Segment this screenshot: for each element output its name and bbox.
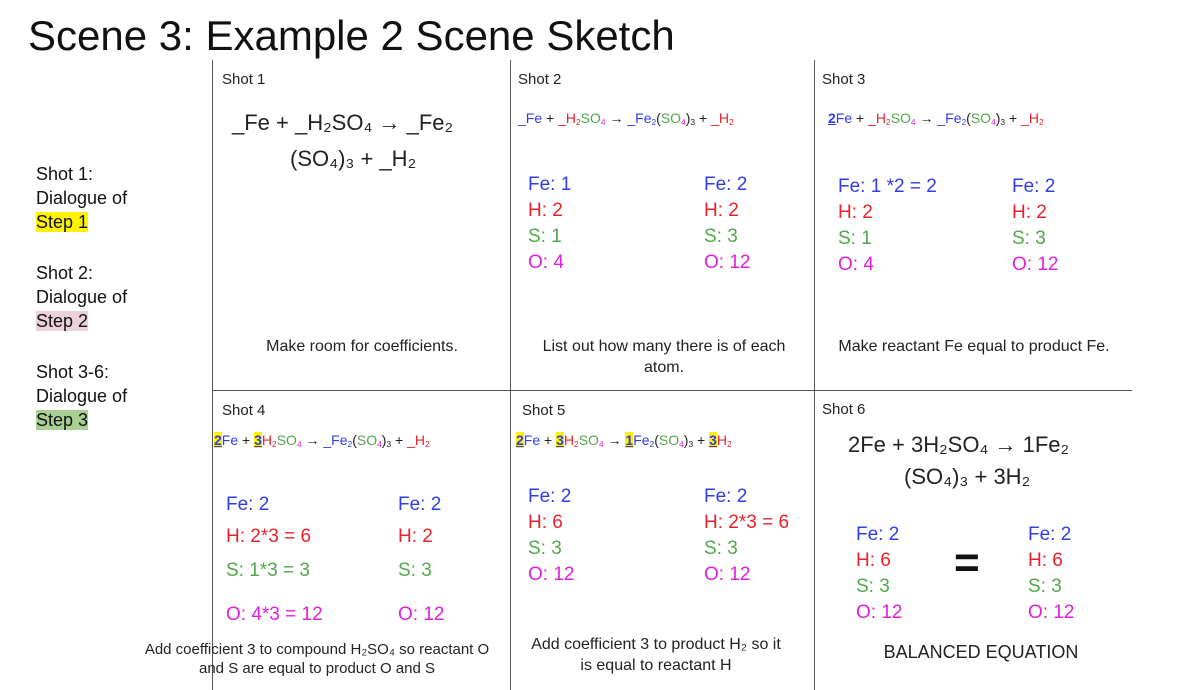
- shot6-h-left: H: 6: [856, 550, 891, 571]
- sidebar-shot3-dialogue: Dialogue of: [36, 386, 128, 406]
- shot6-fe-left: Fe: 2: [856, 524, 900, 545]
- shot2-fe-left: Fe: 1: [528, 174, 572, 195]
- shot5-fe-right: Fe: 2: [704, 486, 748, 507]
- sidebar-shot3: [36, 360, 127, 432]
- shot4-s-right: S: 3: [398, 560, 432, 581]
- shot5-fe-left: Fe: 2: [528, 486, 572, 507]
- shot6-counts-left: [856, 522, 902, 626]
- shot4-caption: Add coefficient 3 to compound H₂SO₄ so reactant O and S are equal to product O and S: [144, 641, 490, 677]
- sidebar-shot1: [36, 162, 127, 234]
- sidebar-shot2-label: Shot 2:: [36, 263, 94, 283]
- shot3-o-left: O: 4: [838, 254, 874, 275]
- shot5-o-left: O: 12: [528, 564, 575, 585]
- shot4-label: Shot 4: [222, 402, 266, 419]
- shot6-equation-line2: (SO₄)₃ + 3H₂: [904, 464, 1031, 489]
- shot2-equation: _Fe + $\_H_2SO_4$ → $\_Fe_2(SO_4)_3$ + $\_H_2$: [518, 110, 734, 127]
- shot5-label: Shot 5: [522, 402, 566, 419]
- shot2-s-left: S: 1: [528, 226, 562, 247]
- shot2-caption: List out how many there is of each atom.: [542, 338, 786, 376]
- sidebar-shot2-step: Step 2: [36, 311, 89, 331]
- shot6-counts-right: [1028, 522, 1074, 626]
- shot3-caption: Make reactant Fe equal to product Fe.: [838, 338, 1110, 355]
- shot2-h-left: H: 2: [528, 200, 563, 221]
- sidebar-shot3-step: Step 3: [36, 410, 89, 430]
- shot5-o-right: O: 12: [704, 564, 751, 585]
- shot6-s-right: S: 3: [1028, 576, 1062, 597]
- shot1-label: Shot 1: [222, 71, 266, 88]
- shot1-equation-line2: (SO₄)₃ + _H₂: [290, 146, 417, 171]
- shot4-o-left: O: 4*3 = 12: [226, 604, 323, 625]
- shot5-s-right: S: 3: [704, 538, 738, 559]
- shot6-equals-sign: =: [954, 538, 980, 587]
- shot6-label: Shot 6: [822, 401, 866, 418]
- sidebar-shot1-label: Shot 1:: [36, 164, 94, 184]
- shot2-label: Shot 2: [518, 71, 562, 88]
- sidebar-shot3-label: Shot 3-6:: [36, 362, 110, 382]
- shot6-equation-line1: 2Fe + 3H₂SO₄ → 1Fe₂: [848, 432, 1070, 457]
- shot5-caption: Add coefficient 3 to product H₂ so it is equal to reactant H: [531, 636, 781, 674]
- shot2-o-left: O: 4: [528, 252, 564, 273]
- shot1-equation-line1: _Fe + _H₂SO₄ → _Fe₂: [232, 110, 454, 135]
- grid-line-left: [212, 60, 213, 690]
- shot2-o-right: O: 12: [704, 252, 751, 273]
- shot1-caption: Make room for coefficients.: [266, 338, 458, 355]
- sidebar-shot2: [36, 261, 127, 333]
- shot3-counts-left: [838, 174, 937, 278]
- shot3-fe-right: Fe: 2: [1012, 176, 1056, 197]
- shot5-h-left: H: 6: [528, 512, 563, 533]
- shot6-fe-right: Fe: 2: [1028, 524, 1072, 545]
- shot3-h-right: H: 2: [1012, 202, 1047, 223]
- grid-line-mid1: [510, 60, 511, 690]
- shot3-fe-left: Fe: 1 *2 = 2: [838, 176, 937, 197]
- shot4-h-right: H: 2: [398, 526, 433, 547]
- shot6-s-left: S: 3: [856, 576, 890, 597]
- shot6-h-right: H: 6: [1028, 550, 1063, 571]
- shot4-s-left: S: 1*3 = 3: [226, 560, 310, 581]
- shot4-h-left: H: 2*3 = 6: [226, 526, 312, 547]
- shot2-s-right: S: 3: [704, 226, 738, 247]
- shot3-equation: $2Fe + \_H_2SO_4$ → $\_Fe_2(SO_4)_3$ + $\_H_2$: [828, 110, 1044, 127]
- shot6-caption: BALANCED EQUATION: [883, 642, 1079, 662]
- grid-line-row: [212, 390, 1132, 391]
- shot4-fe-left: Fe: 2: [226, 494, 270, 515]
- shot4-counts-right: [398, 494, 444, 626]
- shot3-h-left: H: 2: [838, 202, 873, 223]
- shot2-counts-right: [704, 172, 750, 276]
- shot2-counts-left: [528, 172, 571, 276]
- grid-line-mid2: [814, 60, 815, 690]
- shot3-counts-right: [1012, 174, 1058, 278]
- shot2-h-right: H: 2: [704, 200, 739, 221]
- page-title: Scene 3: Example 2 Scene Sketch: [28, 12, 675, 59]
- shot5-s-left: S: 3: [528, 538, 562, 559]
- shot5-counts-left: [528, 484, 574, 588]
- shot6-o-right: O: 12: [1028, 602, 1075, 623]
- shot3-o-right: O: 12: [1012, 254, 1059, 275]
- shot4-counts-left: [226, 494, 323, 626]
- shot2-fe-right: Fe: 2: [704, 174, 748, 195]
- sidebar-shot2-dialogue: Dialogue of: [36, 287, 128, 307]
- shot6-o-left: O: 12: [856, 602, 903, 623]
- shot5-equation: $2Fe + 3H_2SO_4 \to 1Fe_2(SO_4)_3 + 3H_2$: [516, 432, 732, 449]
- shot3-s-left: S: 1: [838, 228, 872, 249]
- shot5-h-right: H: 2*3 = 6: [704, 512, 790, 533]
- shot4-fe-right: Fe: 2: [398, 494, 442, 515]
- shot4-equation: $2Fe + 3H_2SO_4$ → $\_Fe_2(SO_4)_3$ + $\_H_2$: [214, 432, 430, 449]
- shot5-counts-right: [704, 484, 789, 588]
- shot3-s-right: S: 3: [1012, 228, 1046, 249]
- shot3-label: Shot 3: [822, 71, 866, 88]
- sidebar-shot1-dialogue: Dialogue of: [36, 188, 128, 208]
- sidebar-shot1-step: Step 1: [36, 212, 89, 232]
- shot4-o-right: O: 12: [398, 604, 445, 625]
